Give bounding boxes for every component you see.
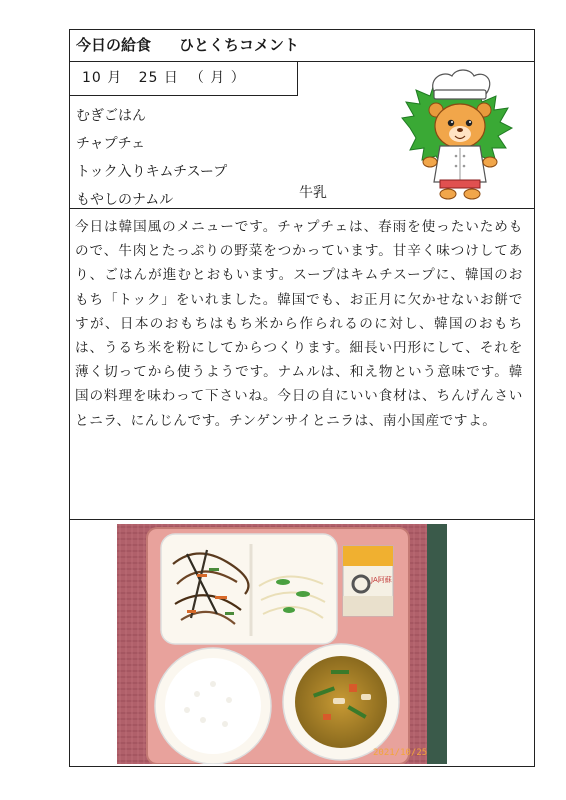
milk-carton-label: JA阿蘇 <box>371 576 392 584</box>
menu-drink: 牛乳 <box>299 185 327 201</box>
photo-divider <box>70 519 534 520</box>
photo-timestamp: 2021/10/25 <box>373 748 428 758</box>
lunch-comment-sheet <box>69 29 535 767</box>
comment-text: 今日は韓国風のメニューです。チャプチェは、春雨を使ったいためもので、牛肉とたっぷりの野菜をつかっています。甘辛く味つけしてあり、ごはんが進むとおもいます。スープはキムチスープに、韓国のおもち「トック」をいれました。韓国でも、お正月に欠かせないお餅ですが、日本のおもちはもち米から作られるのに対し、韓国のおもちは、うるち米を粉にしてからつくります。細長い円形にして、それを薄く切ってから使うようです。ナムルは、和え物という意味です。韓国の料理を味わって下さいね。今日の自にいい食材は、ちんげんさいとニラ、にんじんです。チンゲンサイとニラは、南小国産ですよ。 <box>75 219 523 429</box>
menu-item: もやしのナムル <box>76 192 174 208</box>
mascot-illustration <box>400 66 516 202</box>
date-month: 10 <box>82 70 102 86</box>
meal-photo <box>117 524 447 764</box>
page-title: 今日の給食 <box>76 36 152 54</box>
menu-item: むぎごはん <box>76 108 146 124</box>
menu-item: トック入りキムチスープ <box>76 164 228 180</box>
date-day: 25 <box>138 70 159 86</box>
date-day-unit: 日 <box>163 70 179 86</box>
menu-item: チャプチェ <box>76 136 146 152</box>
page-header <box>70 30 534 62</box>
date-row <box>70 62 298 96</box>
date-weekday: （ 月 ） <box>189 70 246 86</box>
menu-list <box>76 102 227 214</box>
date-month-unit: 月 <box>107 70 123 86</box>
page-subtitle: ひとくちコメント <box>179 36 300 54</box>
menu-divider <box>70 208 534 209</box>
